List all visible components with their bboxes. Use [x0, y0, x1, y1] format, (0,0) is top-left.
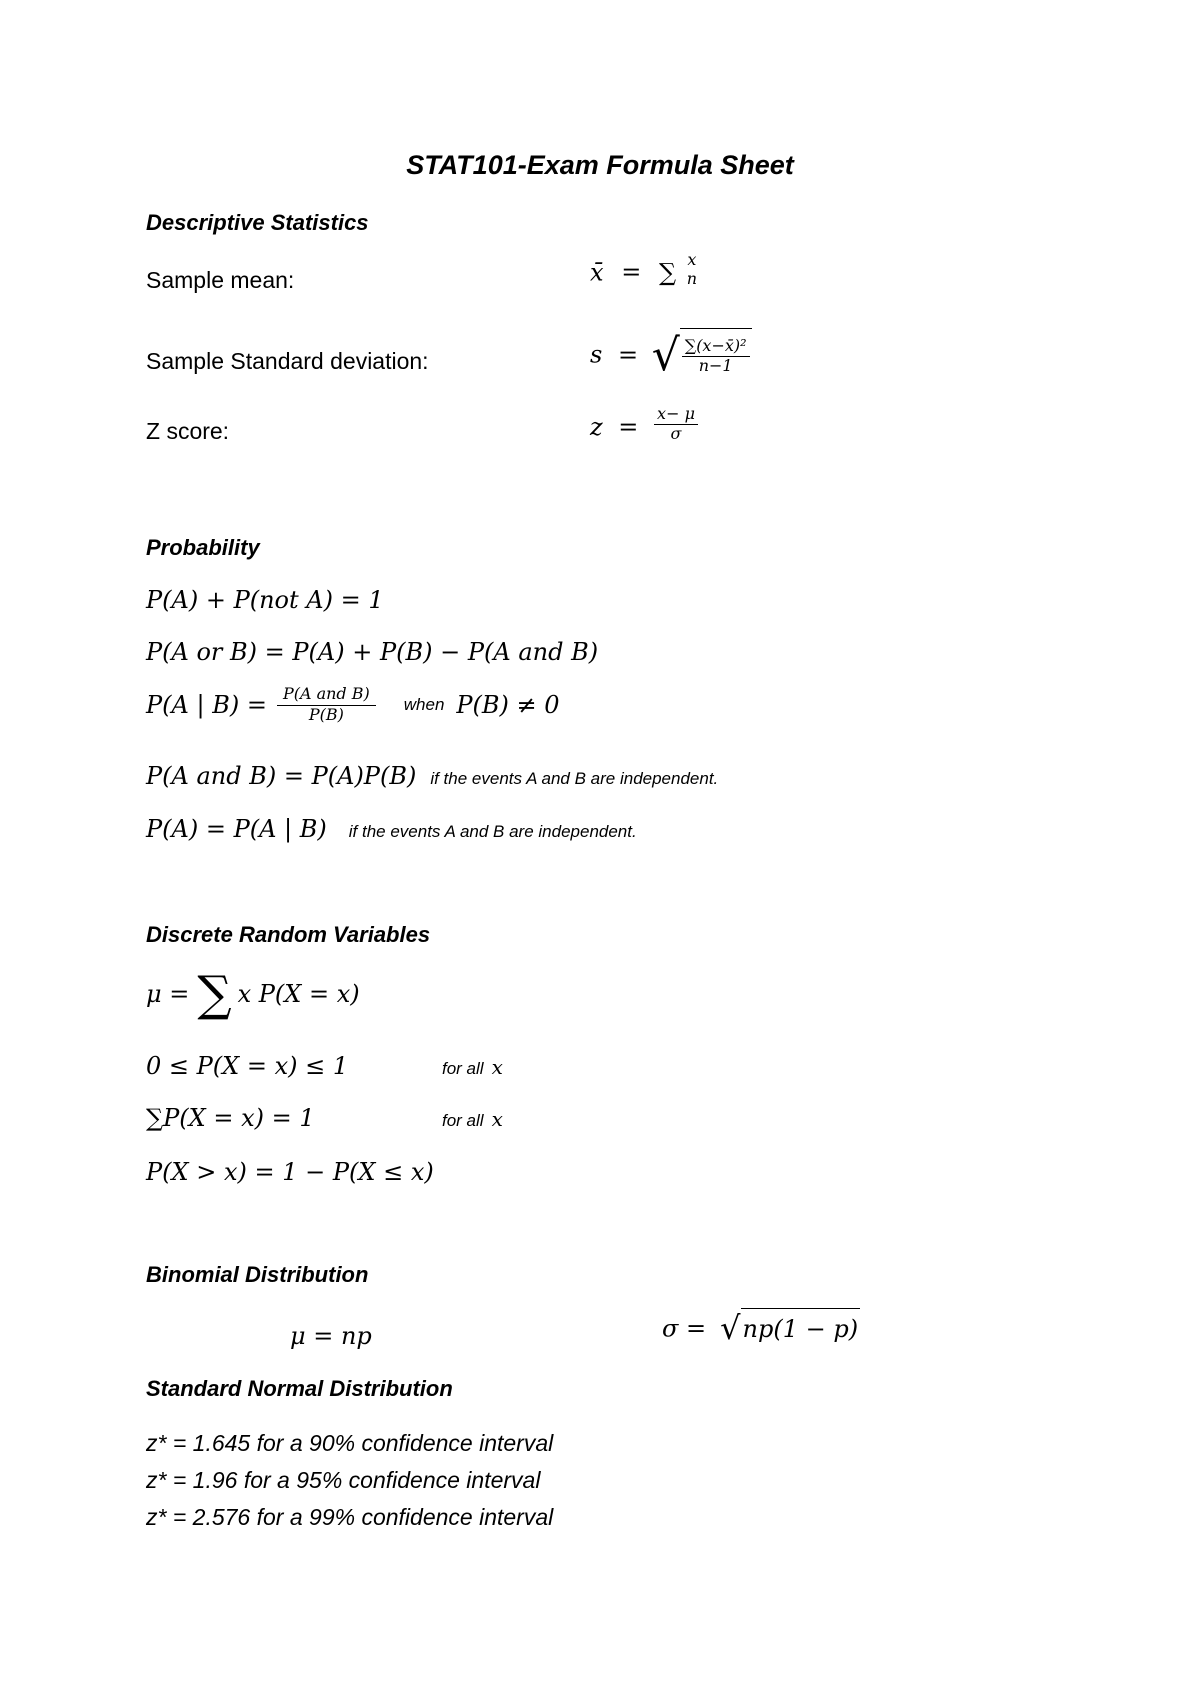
probability-sum-formula [146, 1104, 503, 1132]
mean-lhs: x̄ [590, 258, 604, 287]
radical-sign-binomial: √ [720, 1309, 741, 1347]
conditional-denominator: P(B) [308, 704, 344, 724]
probability-complement-formula: P(A) + P(not A) = 1 [146, 586, 384, 614]
conditional-when-text: when [403, 694, 445, 714]
summation-icon: ∑ [197, 966, 232, 1022]
probability-sum-var: x [491, 1107, 503, 1131]
z-critical-99: z* = 2.576 for a 99% confidence interval [146, 1504, 554, 1530]
mean-numerator: x [687, 250, 697, 269]
probability-bounds-equation: 0 ≤ P(X = x) ≤ 1 [146, 1052, 349, 1080]
sd-fraction [682, 338, 750, 375]
z-score-formula [590, 404, 698, 447]
mean-denominator: n [686, 268, 698, 288]
section-heading-binomial: Binomial Distribution [146, 1262, 369, 1287]
section-heading-normal: Standard Normal Distribution [146, 1376, 453, 1401]
sd-numerator: ∑(x−x̄)² [682, 338, 750, 357]
expected-value-rhs: x P(X = x) [237, 980, 360, 1008]
sample-sd-label: Sample Standard deviation: [146, 348, 429, 374]
independence-product-formula [146, 762, 718, 790]
z-equals: = [618, 412, 639, 441]
z-score-label: Z score: [146, 418, 230, 444]
sd-denominator: n−1 [698, 356, 733, 375]
conditional-numerator: P(A and B) [277, 686, 376, 706]
page-title: STAT101-Exam Formula Sheet [406, 150, 794, 180]
binomial-sd-radicand: np(1 − p) [741, 1308, 861, 1349]
z-numerator: x− μ [654, 406, 698, 425]
independence-conditional-formula [146, 815, 637, 843]
radical-sign: √ [651, 330, 680, 381]
z-lhs: z [590, 412, 603, 441]
sample-mean-formula [590, 250, 700, 292]
sd-lhs: s [590, 340, 603, 369]
binomial-sd-radical [720, 1308, 860, 1349]
probability-bounds-note: for all [442, 1059, 484, 1078]
z-fraction [654, 406, 698, 443]
section-heading-probability: Probability [146, 535, 260, 560]
independence-product-note: if the events A and B are independent. [430, 769, 719, 788]
probability-bounds-formula [146, 1052, 503, 1080]
mean-sum-symbol: ∑ [658, 258, 677, 287]
probability-bounds-var: x [491, 1055, 503, 1079]
probability-sum-equation: ∑P(X = x) = 1 [146, 1104, 315, 1132]
probability-sum-note: for all [442, 1111, 484, 1130]
mean-fraction [684, 252, 700, 288]
sample-mean-label: Sample mean: [146, 267, 295, 293]
independence-product-equation: P(A and B) = P(A)P(B) [146, 762, 417, 790]
binomial-sd-formula [662, 1308, 860, 1349]
sd-radical [652, 328, 752, 384]
conditional-probability-formula [146, 686, 560, 724]
independence-conditional-equation: P(A) = P(A | B) [146, 815, 327, 843]
conditional-fraction [277, 686, 376, 724]
z-critical-90: z* = 1.645 for a 90% confidence interval [146, 1430, 554, 1456]
probability-union-formula: P(A or B) = P(A) + P(B) − P(A and B) [146, 638, 599, 666]
conditional-lhs: P(A | B) = [146, 690, 267, 719]
binomial-sd-lhs: σ = [662, 1314, 707, 1343]
binomial-mean-formula: μ = np [290, 1322, 372, 1350]
z-critical-95: z* = 1.96 for a 95% confidence interval [146, 1467, 541, 1493]
z-denominator: σ [670, 423, 682, 443]
section-heading-discrete: Discrete Random Variables [146, 922, 431, 947]
mean-equals: = [621, 258, 642, 287]
sd-equals: = [617, 340, 639, 369]
complement-tail-formula: P(X > x) = 1 − P(X ≤ x) [146, 1158, 434, 1186]
independence-conditional-note: if the events A and B are independent. [348, 822, 637, 841]
expected-value-lhs: μ = [146, 980, 190, 1008]
conditional-condition: P(B) ≠ 0 [456, 690, 560, 719]
sample-sd-formula [590, 328, 752, 384]
expected-value-formula [146, 966, 360, 1022]
section-heading-descriptive: Descriptive Statistics [146, 210, 369, 235]
